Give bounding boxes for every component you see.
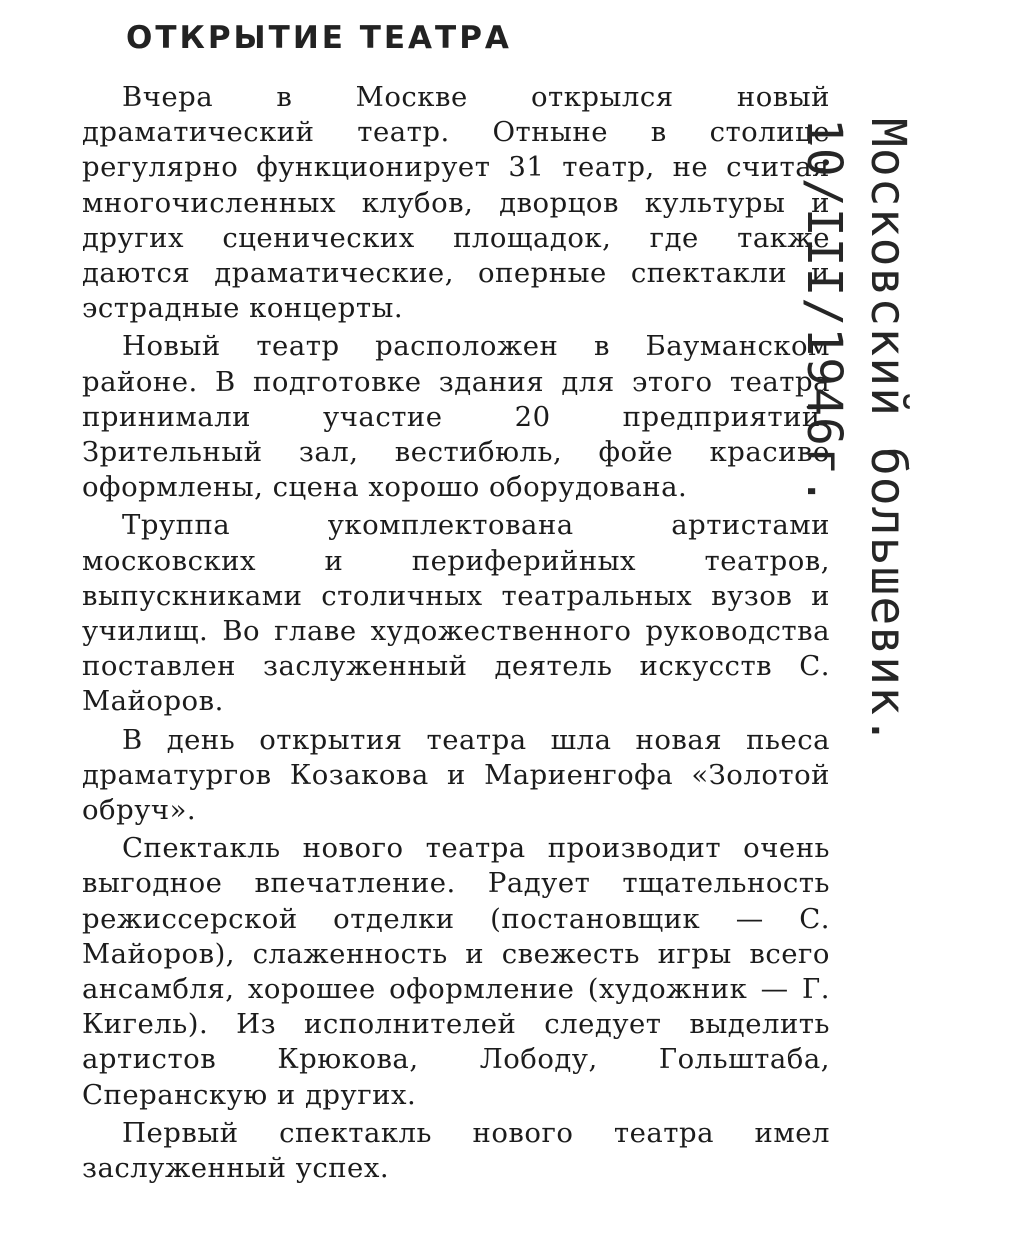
article-paragraph-6: Первый спектакль нового театра имел заслуженный успех. <box>82 1116 830 1185</box>
handwritten-source-name: Московский большевик. <box>860 118 916 746</box>
article-headline: ОТКРЫТИЕ ТЕАТРА <box>126 20 512 56</box>
article-paragraph-1: Вчера в Москве открылся новый драматический театр. Отныне в столице регулярно функционирует 31 театр, не считая многочисленных клубов, дворцов культуры и других сценических площадок, где также даются драматические, оперные спектакли и эстрадные концерты. <box>82 81 830 325</box>
handwritten-source-note <box>792 118 920 746</box>
handwritten-source-date: 10/III/1946г. <box>796 118 852 507</box>
newspaper-clipping <box>82 14 830 1219</box>
article-paragraph-2: Новый театр расположен в Бауманском районе. В подготовке здания для этого театра принимали участие 20 предприятий. Зрительный зал, вестибюль, фойе красиво оформлены, сцена хорошо оборудована. <box>82 330 830 504</box>
article-paragraph-5: Спектакль нового театра производит очень выгодное впечатление. Радует тщательность режиссерской отделки (постановщик — С. Майоров), слаженность и свежесть игры всего ансамбля, хорошее оформление (художник — Г. Кигель). Из исполнителей следует выделить артистов Крюкова, Лободу, Гольштаба, Сперанскую и других. <box>82 832 830 1111</box>
article-paragraph-4: В день открытия театра шла новая пьеса драматургов Козакова и Мариенгофа «Золотой обруч». <box>82 723 830 827</box>
article-paragraph-3: Труппа укомплектована артистами московских и периферийных театров, выпускниками столичных театральных вузов и училищ. Во главе художественного руководства поставлен заслуженный деятель искусств С. Майоров. <box>82 509 830 718</box>
